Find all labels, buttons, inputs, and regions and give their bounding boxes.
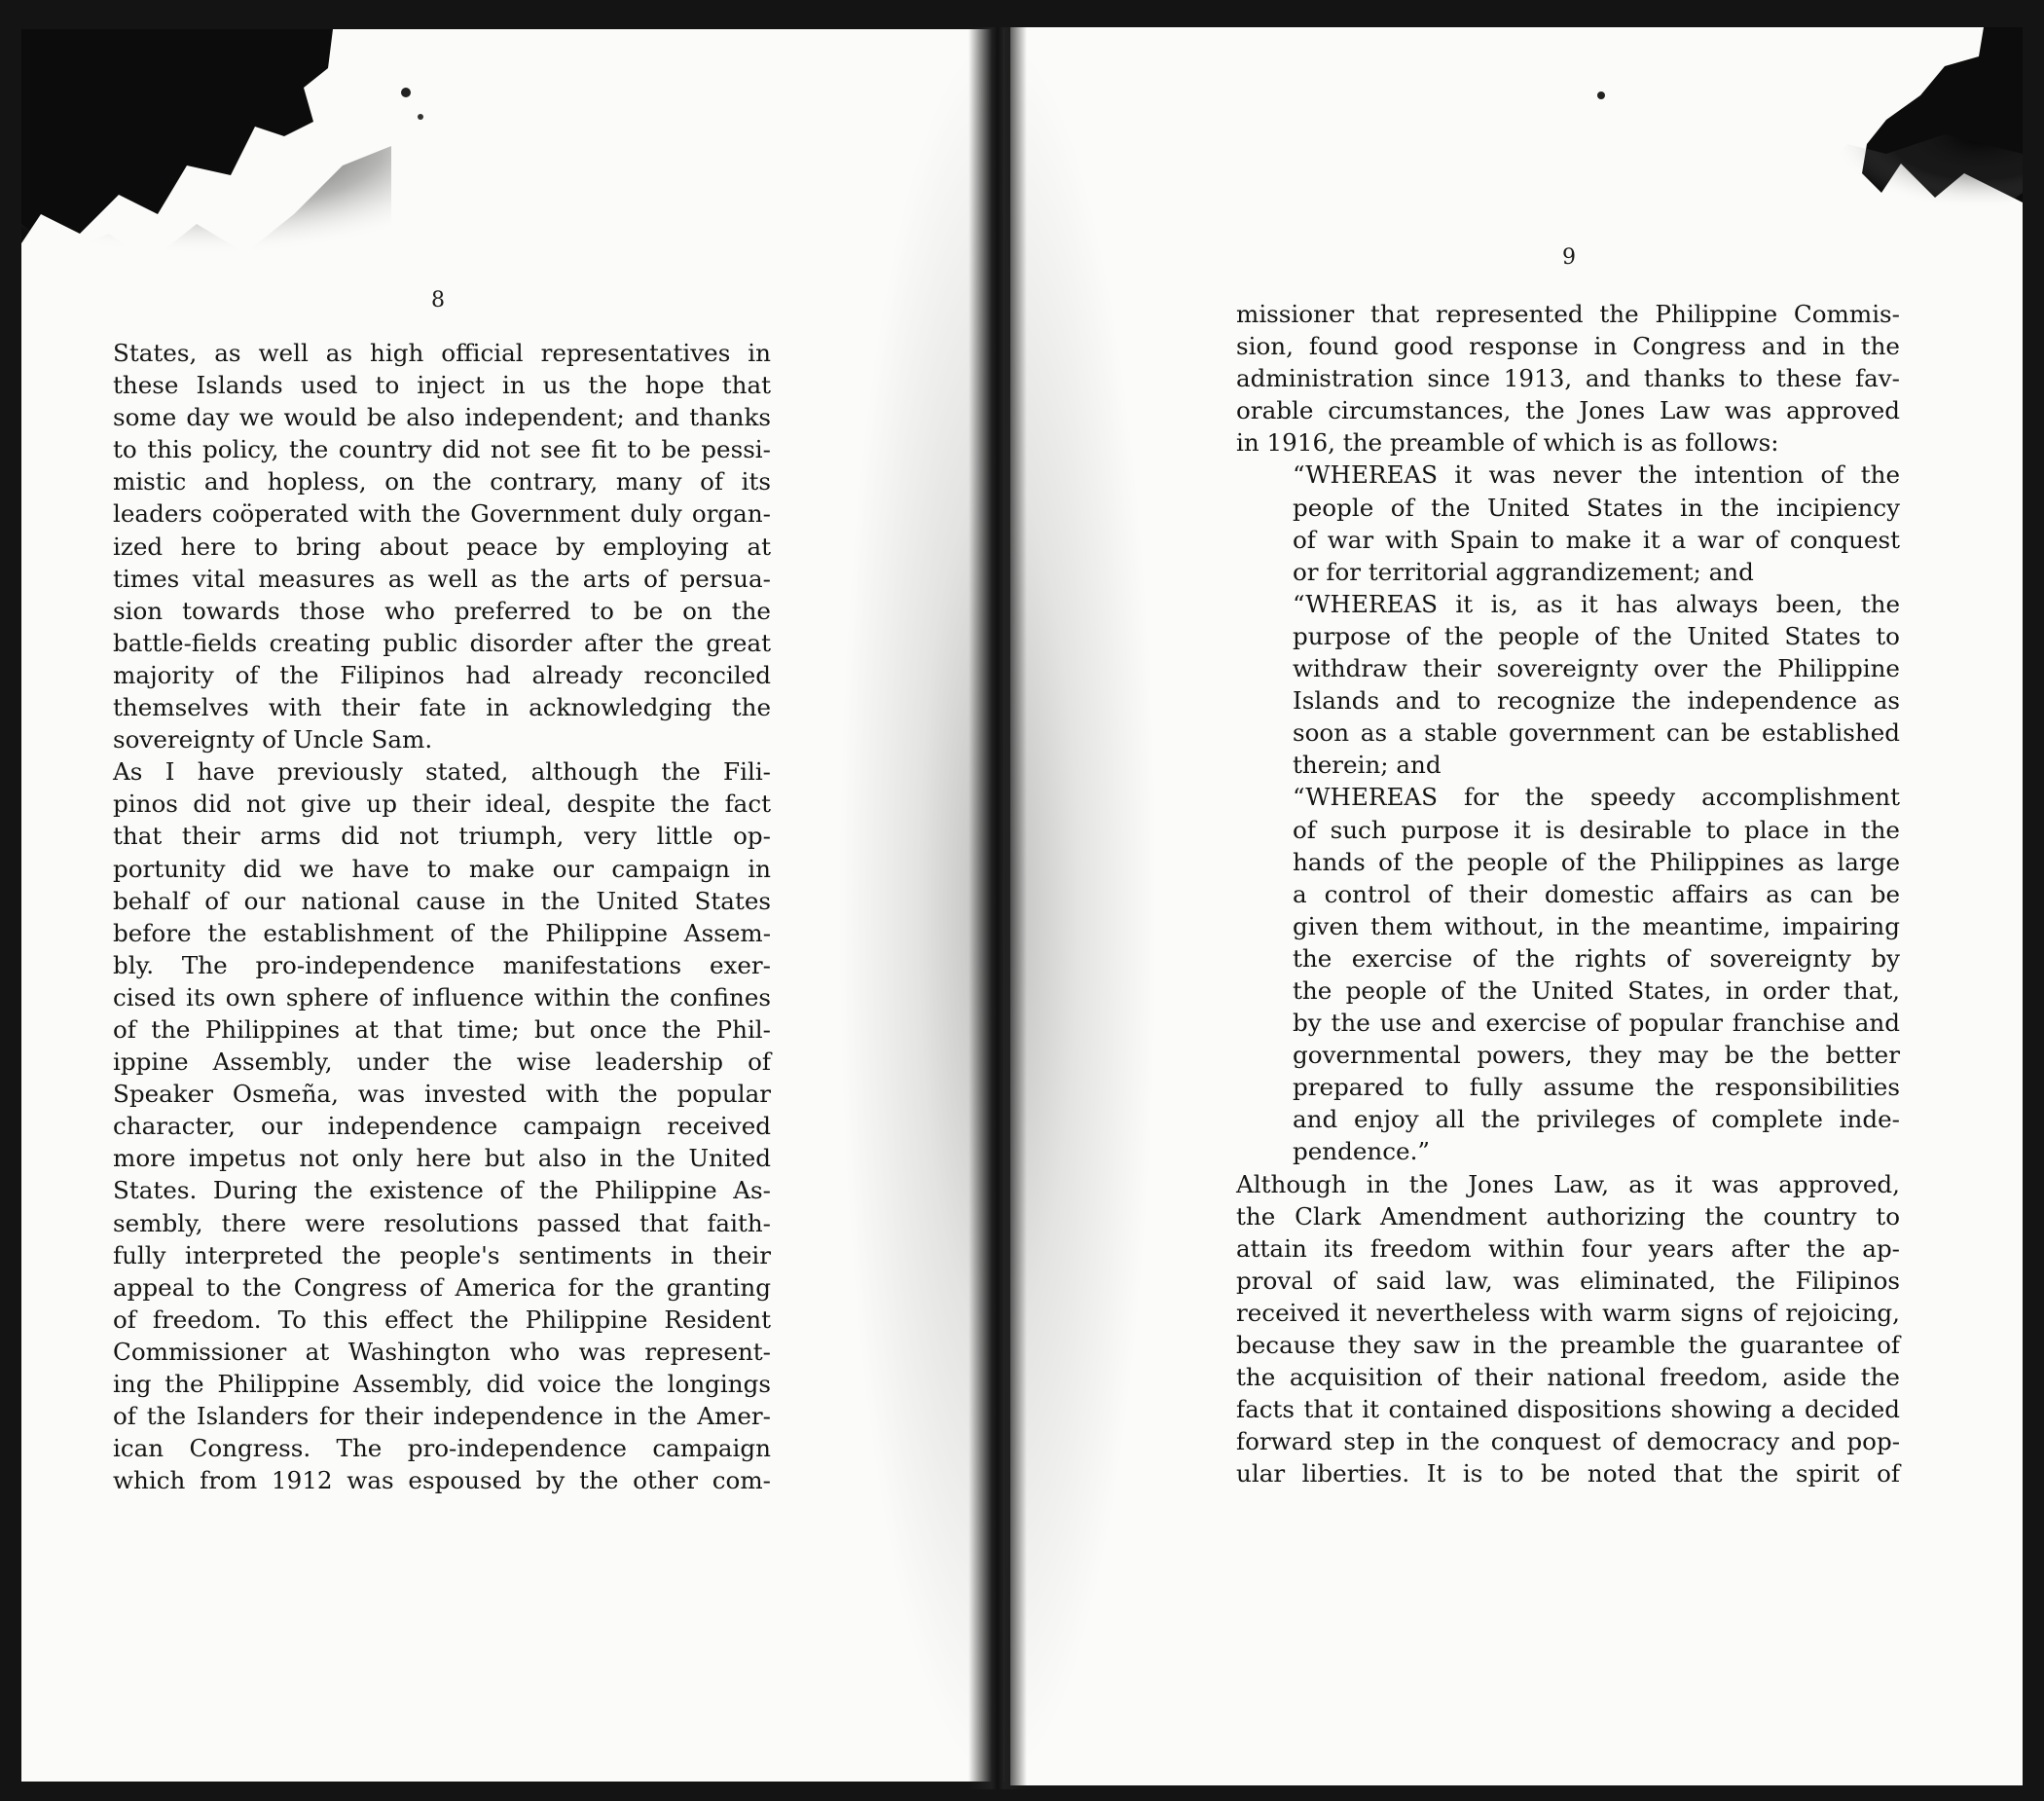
text-line: before the establishment of the Philippine Assem- <box>113 918 771 947</box>
text-line: mistic and hopless, on the contrary, many of its <box>113 467 771 496</box>
text-line: battle-fields creating public disorder after the great <box>113 628 771 657</box>
text-line: orable circumstances, the Jones Law was approved <box>1236 396 1900 425</box>
text-line: attain its freedom within four years after the ap- <box>1236 1233 1900 1263</box>
text-line: ippine Assembly, under the wise leadership of <box>113 1048 771 1077</box>
text-line: of the Islanders for their independence in the Amer- <box>113 1402 771 1431</box>
text-line: character, our independence campaign received <box>113 1112 771 1141</box>
text-line: proval of said law, was eliminated, the Filipinos <box>1236 1266 1900 1295</box>
page-number-right: 9 <box>1562 245 1576 270</box>
text-line: times vital measures as well as the arts of persua- <box>113 564 771 593</box>
text-line: more impetus not only here but also in the United <box>113 1144 771 1173</box>
quote-line: prepared to fully assume the responsibilities <box>1293 1073 1900 1102</box>
text-line: forward step in the conquest of democracy and pop- <box>1236 1427 1900 1456</box>
jones-law-preamble-quote <box>1236 459 1900 1167</box>
text-line: majority of the Filipinos had already reconciled <box>113 660 771 689</box>
text-line: sion towards those who preferred to be on the <box>113 596 771 625</box>
text-line: cised its own sphere of influence within the confines <box>113 982 771 1011</box>
quote-line: purpose of the people of the United States to <box>1293 621 1900 650</box>
text-line: themselves with their fate in acknowledging the <box>113 693 771 722</box>
right-page-body-text <box>1236 298 1900 1489</box>
intro-paragraph <box>1236 298 1900 459</box>
text-line: some day we would be also independent; and thanks <box>113 403 771 432</box>
quote-line: hands of the people of the Philippines as large <box>1293 847 1900 876</box>
text-line: these Islands used to inject in us the hope that <box>113 371 771 400</box>
text-line: States. During the existence of the Philippine As- <box>113 1176 771 1205</box>
quote-line: or for territorial aggrandizement; and <box>1293 557 1754 586</box>
text-line: bly. The pro-independence manifestations exer- <box>113 950 771 979</box>
text-line: ized here to bring about peace by employing at <box>113 532 771 561</box>
text-line: fully interpreted the people's sentiments in their <box>113 1240 771 1269</box>
quote-line: given them without, in the meantime, impairing <box>1293 911 1900 940</box>
text-line: sembly, there were resolutions passed that faith- <box>113 1208 771 1237</box>
text-line: received it nevertheless with warm signs of rejoicing, <box>1236 1298 1900 1327</box>
text-line: facts that it contained dispositions showing a decided <box>1236 1395 1900 1424</box>
right-page-damage <box>1010 27 2023 319</box>
quote-line: people of the United States in the incipiency <box>1293 493 1900 522</box>
text-line: sovereignty of Uncle Sam. <box>113 725 433 754</box>
closing-paragraph <box>1236 1168 1900 1490</box>
quote-line: of war with Spain to make it a war of conquest <box>1293 525 1900 554</box>
quote-line: “WHEREAS for the speedy accomplishment <box>1293 783 1900 812</box>
text-line: of the Philippines at that time; but once the Phil- <box>113 1014 771 1044</box>
text-line: which from 1912 was espoused by the other com- <box>113 1466 771 1495</box>
quote-line: of such purpose it is desirable to place in the <box>1293 815 1900 844</box>
text-line: sion, found good response in Congress and in the <box>1236 332 1900 361</box>
book-spine-gutter <box>968 27 1027 1789</box>
text-line: missioner that represented the Philippine Commis- <box>1236 300 1900 328</box>
text-line: Commissioner at Washington who was represent- <box>113 1337 771 1366</box>
text-line: Although in the Jones Law, as it was approved, <box>1236 1169 1900 1198</box>
page-number-left: 8 <box>431 288 445 312</box>
quote-line: a control of their domestic affairs as can be <box>1293 879 1900 908</box>
quote-line: governmental powers, they may be the better <box>1293 1041 1900 1070</box>
text-line: portunity did we have to make our campaign in <box>113 854 771 883</box>
text-line: the Clark Amendment authorizing the country to <box>1236 1201 1900 1231</box>
quote-line: Islands and to recognize the independence as <box>1293 686 1900 716</box>
quote-line: “WHEREAS it was never the intention of the <box>1293 460 1900 490</box>
text-line: appeal to the Congress of America for the granting <box>113 1272 771 1302</box>
quote-line: soon as a stable government can be established <box>1293 718 1900 748</box>
left-page-body-text <box>113 337 771 1496</box>
text-line: States, as well as high official representatives in <box>113 339 771 367</box>
text-line: Speaker Osmeña, was invested with the popular <box>113 1080 771 1109</box>
text-line: because they saw in the preamble the guarantee of <box>1236 1331 1900 1359</box>
text-line: As I have previously stated, although the Fili- <box>113 757 771 787</box>
quote-line: therein; and <box>1293 751 1442 780</box>
text-line: ing the Philippine Assembly, did voice the longings <box>113 1370 771 1398</box>
quote-line: the exercise of the rights of sovereignty by <box>1293 943 1900 973</box>
quote-line: and enjoy all the privileges of complete inde- <box>1293 1105 1900 1134</box>
text-line: of freedom. To this effect the Philippine Resident <box>113 1305 771 1334</box>
quote-line: withdraw their sovereignty over the Philippine <box>1293 654 1900 683</box>
text-line: in 1916, the preamble of which is as follows: <box>1236 428 1779 458</box>
text-line: that their arms did not triumph, very little op- <box>113 822 771 851</box>
text-line: ular liberties. It is to be noted that the spirit of <box>1236 1459 1900 1489</box>
quote-line: pendence.” <box>1293 1137 1430 1166</box>
text-line: to this policy, the country did not see fit to be pessi- <box>113 435 771 464</box>
text-line: the acquisition of their national freedom, aside the <box>1236 1363 1900 1392</box>
text-line: administration since 1913, and thanks to these fav- <box>1236 364 1900 393</box>
quote-line: “WHEREAS it is, as it has always been, the <box>1293 589 1900 618</box>
quote-line: the people of the United States, in order that, <box>1293 975 1900 1005</box>
text-line: behalf of our national cause in the United States <box>113 886 771 915</box>
text-line: ican Congress. The pro-independence campaign <box>113 1434 771 1463</box>
quote-line: by the use and exercise of popular franchise and <box>1293 1009 1900 1038</box>
text-line: leaders coöperated with the Government duly organ- <box>113 499 771 529</box>
text-line: pinos did not give up their ideal, despite the fact <box>113 790 771 819</box>
